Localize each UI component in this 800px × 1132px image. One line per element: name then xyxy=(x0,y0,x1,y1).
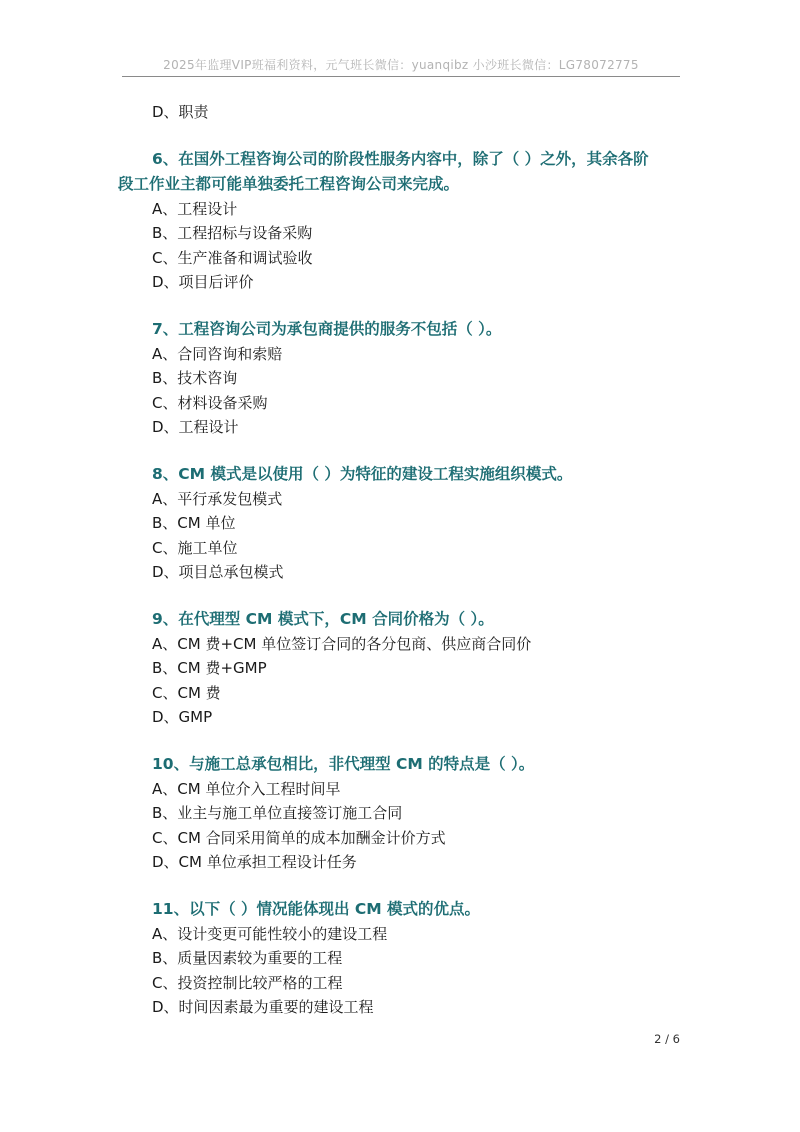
question-6 xyxy=(118,147,692,295)
option-c: C、CM 费 xyxy=(152,683,221,702)
option-b: B、工程招标与设备采购 xyxy=(152,224,313,242)
question-11 xyxy=(152,897,692,1020)
question-title-line1: 6、在国外工程咨询公司的阶段性服务内容中，除了（ ）之外，其余各阶 xyxy=(152,149,649,168)
option-a: A、设计变更可能性较小的建设工程 xyxy=(152,924,388,943)
option-d: D、时间因素最为重要的建设工程 xyxy=(152,998,374,1016)
question-title-line2: 段工作业主都可能单独委托工程咨询公司来完成。 xyxy=(118,174,460,193)
page-header: 2025年监理VIP班福利资料，元气班长微信：yuanqibz 小沙班长微信：LG78072775 xyxy=(163,58,639,72)
question-title: 7、工程咨询公司为承包商提供的服务不包括（ ）。 xyxy=(152,319,502,338)
question-title: 9、在代理型 CM 模式下，CM 合同价格为（ ）。 xyxy=(152,609,494,628)
option-a: A、CM 费+CM 单位签订合同的各分包商、供应商合同价 xyxy=(152,634,532,653)
question-10 xyxy=(152,752,692,875)
option-a: A、合同咨询和索赔 xyxy=(152,344,283,363)
question-7 xyxy=(152,317,692,440)
option-b: B、业主与施工单位直接签订施工合同 xyxy=(152,804,403,822)
question-title: 8、CM 模式是以使用（ ）为特征的建设工程实施组织模式。 xyxy=(152,464,573,483)
question-9 xyxy=(152,607,692,730)
question-title: 10、与施工总承包相比，非代理型 CM 的特点是（ ）。 xyxy=(152,754,535,773)
option-d: D、项目总承包模式 xyxy=(152,563,284,581)
option-b: B、CM 费+GMP xyxy=(152,659,267,677)
option-b: B、技术咨询 xyxy=(152,369,238,387)
header-divider xyxy=(122,76,680,77)
question-title: 11、以下（ ）情况能体现出 CM 模式的优点。 xyxy=(152,899,481,918)
question-title xyxy=(118,147,692,197)
option-c: C、CM 合同采用简单的成本加酬金计价方式 xyxy=(152,828,446,847)
option-b: B、CM 单位 xyxy=(152,514,236,532)
option-c: C、投资控制比较严格的工程 xyxy=(152,973,343,992)
option-b: B、质量因素较为重要的工程 xyxy=(152,949,343,967)
page-content xyxy=(118,100,692,1020)
option-d: D、GMP xyxy=(152,708,213,726)
page-number: 2 / 6 xyxy=(654,1032,680,1046)
option-d: D、工程设计 xyxy=(152,418,239,436)
option-c: C、材料设备采购 xyxy=(152,393,268,412)
option-a: A、CM 单位介入工程时间早 xyxy=(152,779,341,798)
option-a: A、平行承发包模式 xyxy=(152,489,283,508)
option-a: A、工程设计 xyxy=(152,199,238,218)
option-c: C、施工单位 xyxy=(152,538,238,557)
option-d: D、项目后评价 xyxy=(152,273,254,291)
carryover-option: D、职责 xyxy=(152,103,209,121)
question-8 xyxy=(152,462,692,585)
option-d: D、CM 单位承担工程设计任务 xyxy=(152,853,357,871)
option-c: C、生产准备和调试验收 xyxy=(152,248,313,267)
